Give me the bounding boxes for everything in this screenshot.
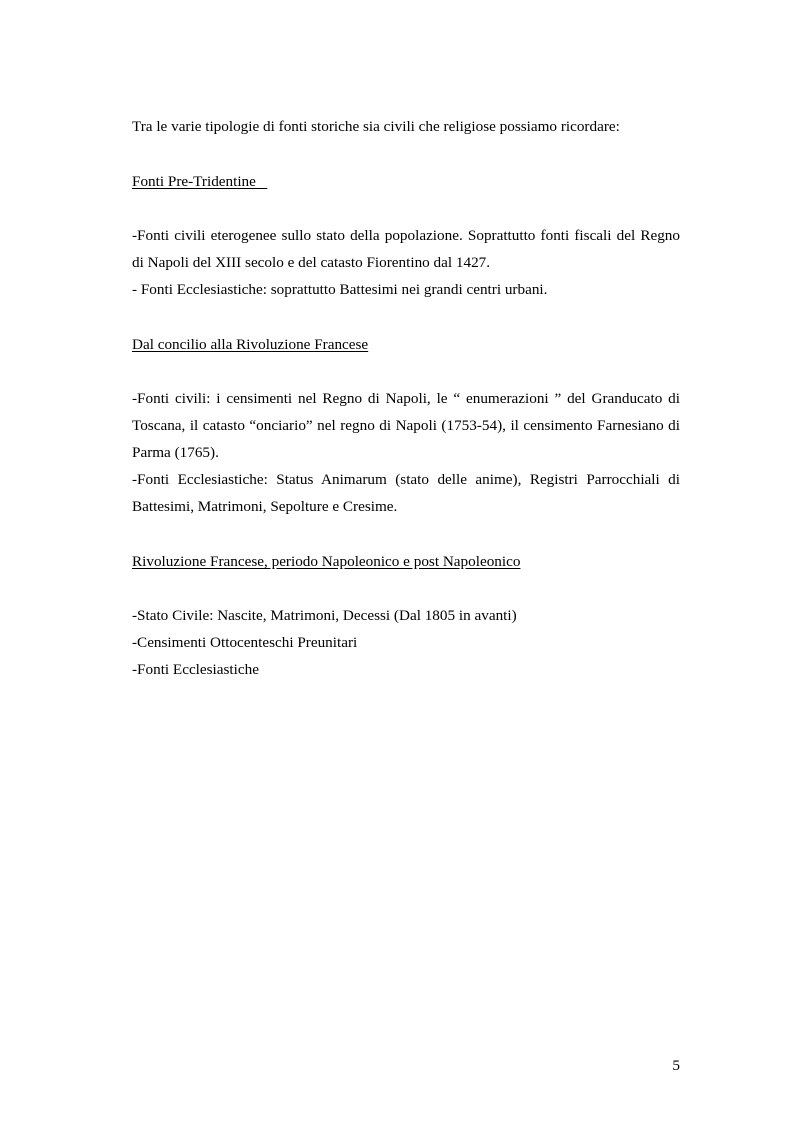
section-paragraph: -Censimenti Ottocenteschi Preunitari [132, 634, 358, 651]
section-paragraph: -Fonti civili: i censimenti nel Regno di Napoli, le “ enumerazioni ” del Granducato di Toscana, il catasto “onciario” nel regno di Napoli (1753-54), il censimento Farnesiano di Parma (1765). [132, 390, 680, 461]
section-concilio-rivoluzione [132, 331, 680, 520]
intro-paragraph: Tra le varie tipologie di fonti storiche sia civili che religiose possiamo ricordare: [132, 118, 620, 135]
section-heading: Dal concilio alla Rivoluzione Francese [132, 336, 369, 353]
section-heading: Fonti Pre-Tridentine [132, 173, 268, 190]
section-paragraph: -Fonti Ecclesiastiche: Status Animarum (stato delle anime), Registri Parrocchiali di Battesimi, Matrimoni, Sepolture e Cresime. [132, 471, 680, 515]
section-napoleonico [132, 548, 680, 683]
section-paragraph: -Fonti Ecclesiastiche [132, 661, 259, 678]
section-heading: Rivoluzione Francese, periodo Napoleonico e post Napoleonico [132, 553, 521, 570]
section-paragraph: - Fonti Ecclesiastiche: soprattutto Battesimi nei grandi centri urbani. [132, 281, 548, 298]
page-number: 5 [672, 1057, 680, 1074]
page-content [132, 113, 680, 711]
section-paragraph: -Fonti civili eterogenee sullo stato della popolazione. Soprattutto fonti fiscali del Regno di Napoli del XIII secolo e del catasto Fiorentino dal 1427. [132, 227, 680, 271]
section-pre-tridentine [132, 168, 680, 303]
section-paragraph: -Stato Civile: Nascite, Matrimoni, Decessi (Dal 1805 in avanti) [132, 607, 517, 624]
